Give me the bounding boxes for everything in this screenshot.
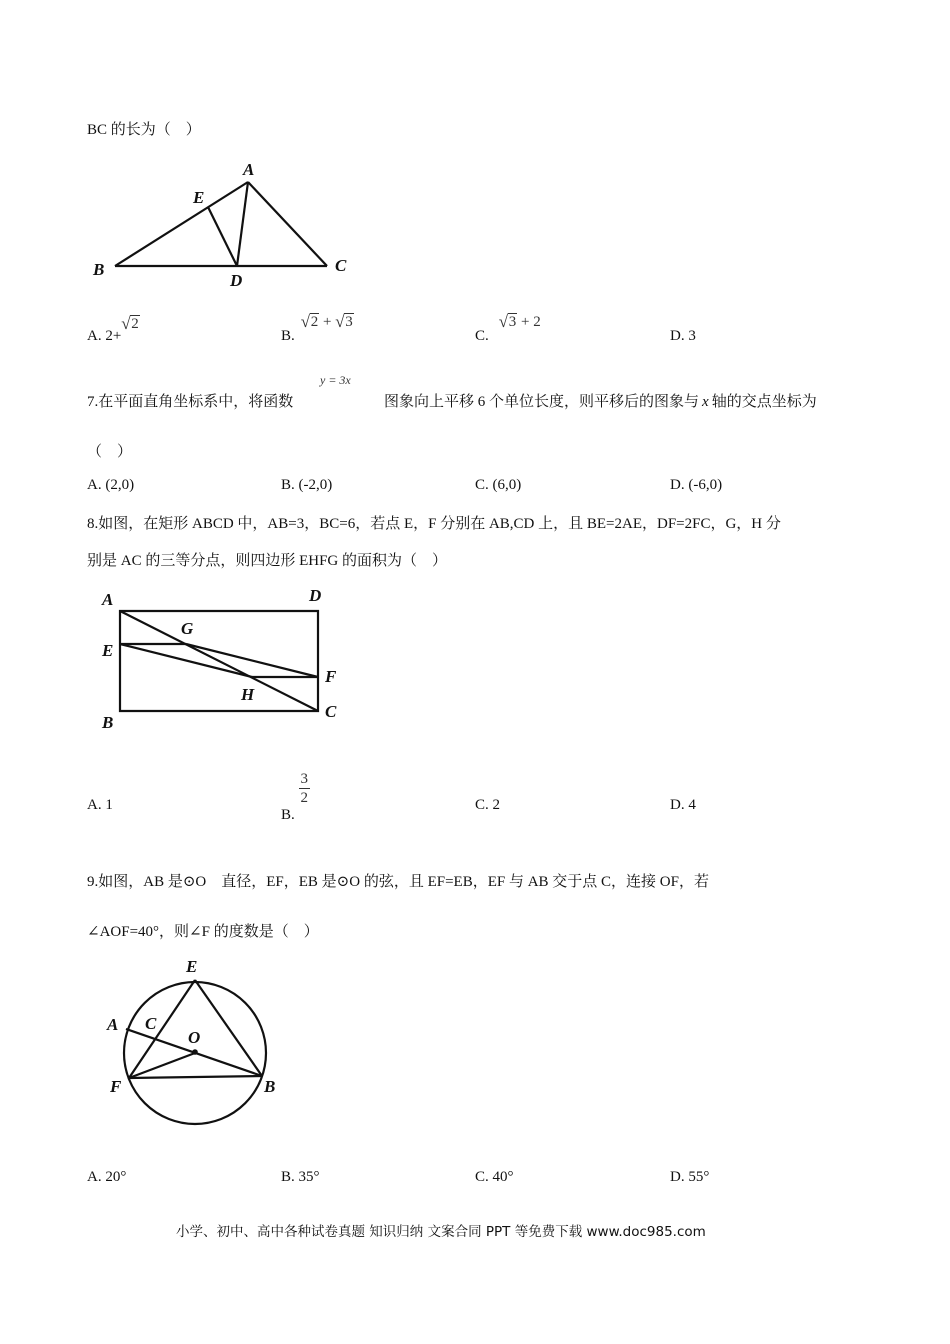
numerator: 3 (300, 771, 309, 787)
q7-option-c: C. (6,0) (475, 477, 522, 493)
label-c: C (145, 1014, 157, 1033)
plus-sign: + (323, 314, 332, 330)
label-f: F (110, 1077, 122, 1096)
denominator: 2 (300, 790, 309, 806)
label-d: D (230, 271, 243, 290)
label-e: E (102, 641, 114, 660)
label-b: B (102, 713, 114, 732)
segment-eb (195, 980, 262, 1076)
q6-option-b-prefix: B. (281, 328, 295, 344)
q7-question-line1-rest (384, 390, 817, 411)
label-a: A (102, 590, 114, 609)
radicand-2: 3 (345, 314, 353, 330)
center-point-o (192, 1049, 198, 1055)
q6-option-a (87, 314, 140, 345)
q8-option-b-prefix: B. (281, 806, 295, 823)
label-e: E (186, 957, 198, 976)
q8-rectangle-figure (95, 583, 355, 733)
q7-text-mid: 图象向上平移 6 个单位长度，则平移后的图象与 (384, 394, 700, 410)
segment-gf (186, 644, 318, 677)
label-a: A (107, 1015, 119, 1034)
plus-two: + 2 (521, 314, 541, 330)
sqrt-2-expression: √ 2 (121, 314, 139, 333)
page-footer: 小学、初中、高中各种试卷真题 知识归纳 文案合同 PPT 等免费下载 www.doc985.com (176, 1224, 706, 1240)
label-d: D (309, 586, 322, 605)
q9-option-c: C. 40° (475, 1169, 514, 1185)
q7-var-x: x (702, 394, 709, 410)
label-b: B (93, 260, 105, 279)
segment-ef (129, 980, 195, 1078)
q6-option-c (475, 312, 541, 345)
q6-question-tail: BC 的长为（ ） (87, 122, 201, 138)
q8-option-b (281, 770, 310, 823)
q8-option-c: C. 2 (475, 797, 501, 813)
sqrt3-plus-2-expression: √ 3 + 2 (498, 312, 541, 331)
q7-function-formula: y = 3x (320, 373, 351, 387)
label-c: C (335, 256, 347, 275)
q7-option-d: D. (-6,0) (670, 477, 723, 493)
segment-ed (208, 207, 237, 266)
label-h: H (241, 685, 255, 704)
radicand: 2 (131, 316, 139, 332)
q9-question-line1: 9.如图，AB 是⊙O 直径，EF，EB 是⊙O 的弦，且 EF=EB，EF 与 AB 交于点 C，连接 OF，若 (87, 874, 709, 890)
q8-option-a: A. 1 (87, 797, 113, 813)
q6-option-a-prefix: A. 2+ (87, 328, 122, 344)
segment-ad (237, 182, 248, 266)
segment-fb (129, 1076, 262, 1078)
label-e: E (193, 188, 205, 207)
label-a: A (243, 160, 255, 179)
q7-option-a: A. (2,0) (87, 477, 135, 493)
q6-option-d: D. 3 (670, 328, 696, 344)
q6-option-b (281, 312, 354, 345)
segment-ac (248, 182, 327, 266)
segment-of (129, 1053, 195, 1078)
segment-ba (115, 182, 248, 266)
q9-option-d: D. 55° (670, 1169, 710, 1185)
label-g: G (181, 619, 194, 638)
diagonal-ac (120, 611, 318, 711)
q9-option-a: A. 20° (87, 1169, 127, 1185)
label-o: O (188, 1028, 201, 1047)
q9-circle-figure (100, 955, 290, 1130)
sqrt2-plus-sqrt3-expression: √ 2 + √ 3 (300, 312, 353, 331)
q9-option-b: B. 35° (281, 1169, 320, 1185)
q8-question-line2: 别是 AC 的三等分点，则四边形 EHFG 的面积为（ ） (87, 553, 448, 569)
segment-eh (120, 644, 252, 677)
radicand: 3 (508, 314, 517, 330)
label-b: B (264, 1077, 276, 1096)
fraction-three-halves (299, 770, 311, 807)
q7-text-end: 轴的交点坐标为 (711, 394, 817, 410)
label-c: C (325, 702, 337, 721)
q8-question-line1: 8.如图，在矩形 ABCD 中，AB=3，BC=6，若点 E，F 分别在 AB,CD 上，且 BE=2AE，DF=2FC，G，H 分 (87, 516, 781, 532)
q6-option-c-prefix: C. (475, 328, 489, 344)
q7-option-b: B. (-2,0) (281, 477, 333, 493)
q7-text-start: 7.在平面直角坐标系中，将函数 (87, 394, 294, 410)
radicand-1: 2 (310, 314, 319, 330)
q8-option-d: D. 4 (670, 797, 696, 813)
q7-question-line1 (87, 390, 293, 411)
q6-triangle-figure (85, 155, 365, 295)
q9-question-line2: ∠AOF=40°，则∠F 的度数是（ ） (87, 924, 319, 940)
label-f: F (325, 667, 337, 686)
q7-answer-paren: （ ） (87, 444, 133, 460)
